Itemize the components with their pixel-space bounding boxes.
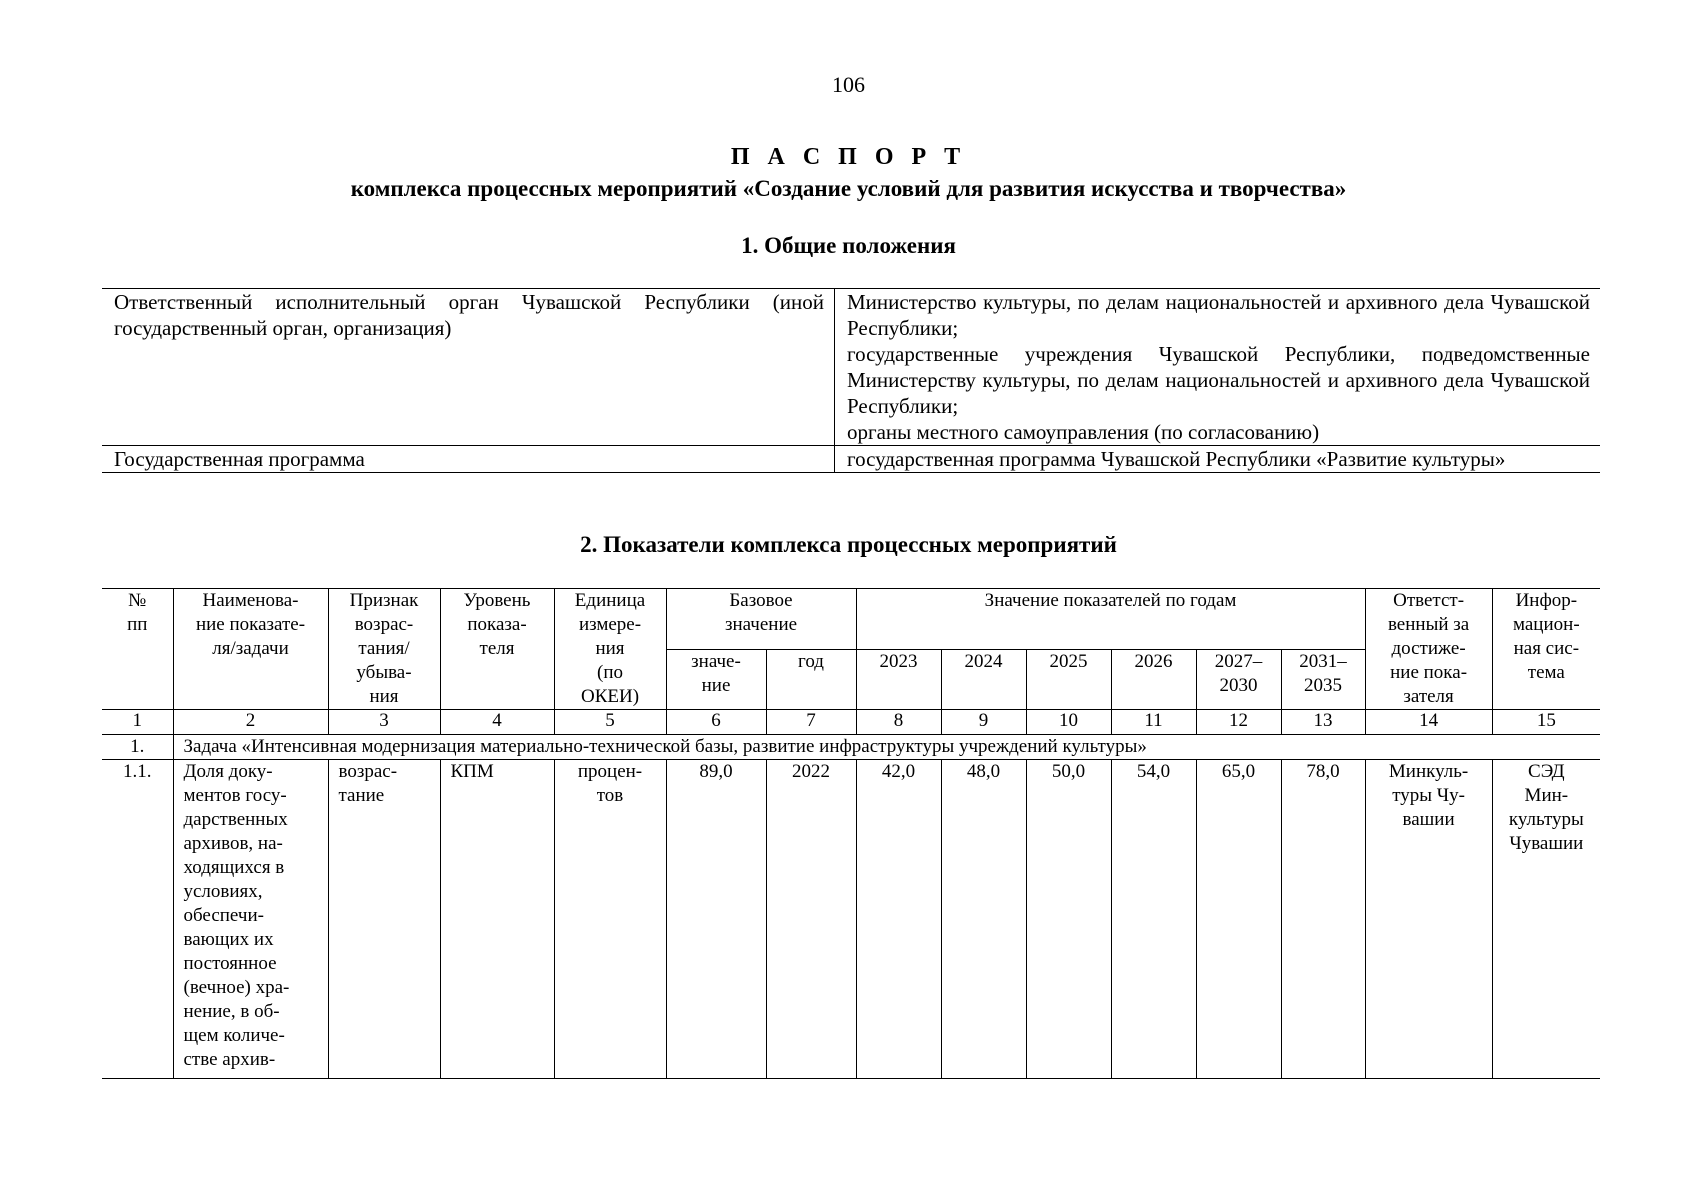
col-number: 3 [328,710,440,735]
header-level: Уровень показа- теля [440,589,554,710]
row-sign: возрас- тание [328,760,440,1079]
header-num: № пп [102,589,173,710]
row-value-2023: 42,0 [856,760,941,1079]
row-value-2027-2030: 65,0 [1196,760,1281,1079]
col-number: 15 [1492,710,1600,735]
state-program-value: государственная программа Чувашской Республики «Развитие культуры» [835,446,1601,473]
task-text: Задача «Интенсивная модернизация материально-технической базы, развитие инфраструктуры учреждений культуры» [173,735,1600,760]
general-row-responsible [102,289,1600,446]
col-number: 11 [1111,710,1196,735]
col-number: 13 [1281,710,1365,735]
row-value-2024: 48,0 [941,760,1026,1079]
column-numbers-row [102,710,1600,735]
general-row-program [102,446,1600,473]
row-value-2026: 54,0 [1111,760,1196,1079]
general-provisions-table [102,288,1600,473]
row-base-year: 2022 [766,760,856,1079]
header-year-2031-2035: 2031– 2035 [1281,649,1365,710]
task-number: 1. [102,735,173,760]
header-base-value: значе- ние [666,649,766,710]
col-number: 10 [1026,710,1111,735]
row-base-value: 89,0 [666,760,766,1079]
col-number: 12 [1196,710,1281,735]
header-sign: Признак возрас- тания/ убыва- ния [328,589,440,710]
header-row-1 [102,589,1600,650]
row-value-2025: 50,0 [1026,760,1111,1079]
row-unit: процен- тов [554,760,666,1079]
header-year-2024: 2024 [941,649,1026,710]
document-title: П А С П О Р Т [730,144,967,170]
col-number: 1 [102,710,173,735]
page-number: 106 [832,72,865,97]
document-subtitle: комплекса процессных мероприятий «Создание условий для развития искусства и творчества» [350,176,1347,201]
state-program-label: Государственная программа [102,446,835,473]
col-number: 4 [440,710,554,735]
row-value-2031-2035: 78,0 [1281,760,1365,1079]
table-row [102,760,1600,1079]
section-2-heading: 2. Показатели комплекса процессных мероприятий [580,532,1117,557]
header-year-2027-2030: 2027– 2030 [1196,649,1281,710]
header-name: Наименова- ние показате- ля/задачи [173,589,328,710]
row-num: 1.1. [102,760,173,1079]
task-row [102,735,1600,760]
header-responsible: Ответст- венный за достиже- ние пока- зателя [1365,589,1492,710]
indicators-table [102,588,1600,1079]
row-responsible: Минкуль- туры Чу- вашии [1365,760,1492,1079]
col-number: 9 [941,710,1026,735]
header-year-2026: 2026 [1111,649,1196,710]
header-years-group: Значение показателей по годам [856,589,1365,650]
responsible-body-value: Министерство культуры, по делам национальностей и архивного дела Чувашской Республики; государственные учреждения Чувашской Республики, подведомственные Министерству культуры, по делам национальностей и архивного дела Чувашской Республики; органы местного самоуправления (по согласованию) [835,289,1601,446]
header-base-year: год [766,649,856,710]
header-base: Базовое значение [666,589,856,650]
responsible-body-label: Ответственный исполнительный орган Чувашской Республики (иной государственный орган, организация) [102,289,835,446]
col-number: 2 [173,710,328,735]
section-1-heading: 1. Общие положения [741,233,956,258]
header-year-2025: 2025 [1026,649,1111,710]
header-year-2023: 2023 [856,649,941,710]
row-indicator-name: Доля доку- ментов госу- дарственных архивов, на- ходящихся в условиях, обеспечи- вающих их постоянное (вечное) хра- нение, в об- щем количе- стве архив- [173,760,328,1079]
row-level: КПМ [440,760,554,1079]
col-number: 5 [554,710,666,735]
col-number: 8 [856,710,941,735]
col-number: 7 [766,710,856,735]
col-number: 6 [666,710,766,735]
row-info-system: СЭД Мин- культуры Чувашии [1492,760,1600,1079]
col-number: 14 [1365,710,1492,735]
header-unit: Единица измере- ния (по ОКЕИ) [554,589,666,710]
header-info-system: Инфор- мацион- ная сис- тема [1492,589,1600,710]
